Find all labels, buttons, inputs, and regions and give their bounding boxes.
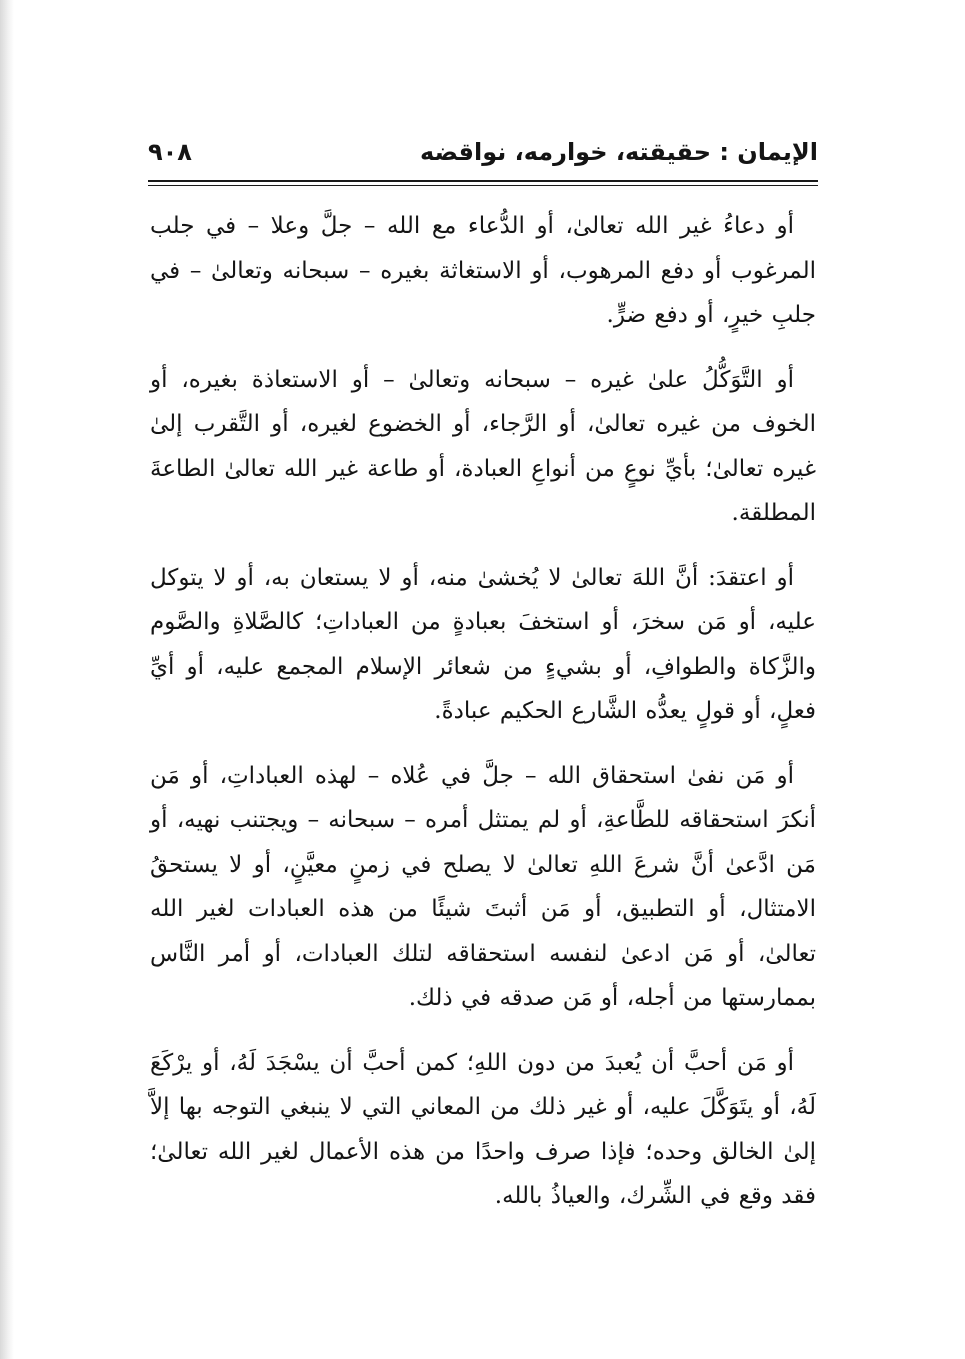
running-header-title: الإيمان : حقيقته، خوارمه، نواقضه — [420, 138, 818, 166]
header-rule-thick — [148, 180, 818, 182]
paragraph-2: أو التَّوَكُّلُ علىٰ غيره – سبحانه وتعالىٰ – أو الاستعاذة بغيره، أو الخوف من غيره تعالىٰ، أو الرَّجاء، أو الخضوع لغيره، أو التَّقرب إلىٰ غيره تعالىٰ؛ بأيِّ نوعٍ من أنواعِ العبادة، أو طاعة غير الله تعالىٰ الطاعةَ المطلقة. — [150, 366, 816, 526]
page-left-edge-shadow — [0, 0, 14, 1359]
page-number: ٩٠٨ — [148, 138, 192, 166]
paragraph-5: أو مَن أحبَّ أن يُعبدَ من دون اللهِ؛ كمن أحبَّ أن يسْجَدَ لَهُ، أو يرْكَعَ لَهُ، أو يتَوَكَّلَ عليه، أو غير ذلك من المعاني التي لا ينبغي التوجه بها إلاَّ إلىٰ الخالق وحده؛ فإذا صرف واحدًا من هذه الأعمال لغير الله تعالىٰ؛ فقد وقع في الشِّرك، والعياذُ بالله. — [150, 1049, 816, 1209]
page-body — [150, 204, 816, 1239]
paragraph-1: أو دعاءُ غير الله تعالىٰ، أو الدُّعاء مع الله – جلَّ وعلا – في جلب المرغوب أو دفع المرهوب، أو الاستغاثة بغيره – سبحانه وتعالىٰ – في جلبِ خيرٍ، أو دفع ضرٍّ. — [150, 213, 816, 328]
paragraph-4: أو مَن نفىٰ استحقاق الله – جلَّ في عُلاه – لهذه العباداتِ، أو مَن أنكرَ استحقاقه للطَّاعةِ، أو لم يمتثل أمره – سبحانه – ويجتنب نهيه، أو مَن ادَّعىٰ أنَّ شرعَ اللهِ تعالىٰ لا يصلح في زمنٍ معيَّنٍ، أو لا يستحقُ الامتثال، أو التطبيق، أو مَن أثبتَ شيئًا من هذه العبادات لغير الله تعالىٰ، أو مَن ادعىٰ لنفسه استحقاقه لتلك العبادات، أو أمر النَّاس بممارستها من أجله، أو مَن صدقه في ذلك. — [150, 762, 816, 1011]
header-rule-thin — [148, 185, 818, 186]
page-header — [148, 134, 818, 174]
paragraph-3: أو اعتقدَ: أنَّ اللهَ تعالىٰ لا يُخشىٰ منه، أو لا يستعان به، أو لا يتوكل عليه، أو مَن سخرَ، أو استخفَ بعبادةٍ من العباداتِ؛ كالصَّلاةِ والصَّوم والزَّكاة والطوافِ، أو بشيءٍ من شعائر الإسلام المجمع عليه، أو أيِّ فعلٍ، أو قولٍ يعدُّه الشَّارع الحكيم عبادةً. — [150, 564, 816, 724]
